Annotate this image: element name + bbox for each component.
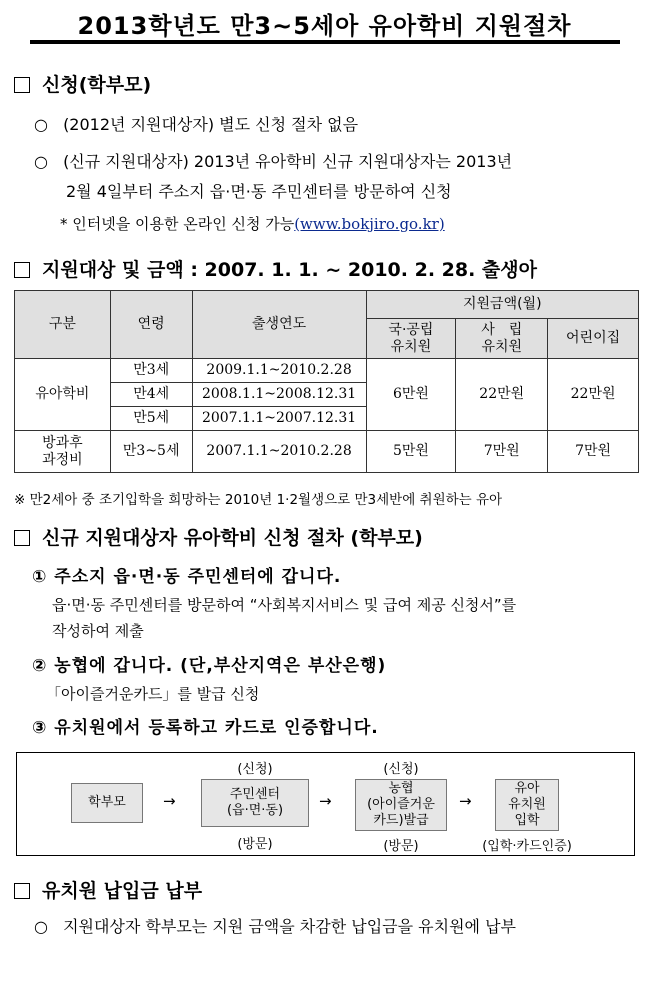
flow-box-community-center-l1: 주민센터 <box>229 786 281 802</box>
title-underline <box>30 40 620 44</box>
table-row <box>15 359 639 383</box>
tuition-private-cell: 22만원 <box>456 359 548 431</box>
section-heading-apply-text: 신청(학부모) <box>42 74 152 96</box>
bullet-item-existing-text: (2012년 지원대상자) 별도 신청 절차 없음 <box>63 115 359 134</box>
tuition-daycare-cell: 22만원 <box>548 359 639 431</box>
birth-cell: 2007.1.1~2010.2.28 <box>192 431 366 473</box>
procedure-flow-diagram <box>16 752 635 856</box>
flow-label-visit: (방문) <box>383 839 419 854</box>
flow-box-kindergarten <box>495 779 559 831</box>
header-private-l2: 유치원 <box>481 338 523 355</box>
online-note <box>60 213 445 234</box>
header-birth-year: 출생연도 <box>192 291 366 359</box>
flow-label-enroll-card: (입학·카드인증) <box>482 839 572 854</box>
header-age: 연령 <box>110 291 192 359</box>
header-support-amount: 지원금액(월) <box>366 291 638 319</box>
checkbox-square-icon <box>14 262 30 278</box>
step-3-title: ③ 유치원에서 등록하고 카드로 인증합니다. <box>32 718 379 738</box>
header-daycare: 어린이집 <box>548 319 639 359</box>
step-2-desc: 「아이즐거운카드」를 발급 신청 <box>46 685 260 703</box>
section-heading-procedure-text: 신규 지원대상자 유아학비 신청 절차 (학부모) <box>42 527 423 549</box>
circle-bullet-icon: ○ <box>34 115 48 134</box>
bokjiro-link[interactable]: (www.bokjiro.go.kr) <box>294 215 445 233</box>
after-private-cell: 7만원 <box>456 431 548 473</box>
flow-box-nonghyup-l3: 카드)발급 <box>373 813 429 829</box>
age-cell: 만3~5세 <box>110 431 192 473</box>
bullet-item-payment <box>34 914 516 937</box>
bullet-item-new-line2: 2월 4일부터 주소지 읍·면·동 주민센터를 방문하여 신청 <box>66 182 452 201</box>
flow-box-nonghyup <box>355 779 447 831</box>
flow-box-kindergarten-l3: 입학 <box>514 813 540 829</box>
header-private-kindergarten <box>456 319 548 359</box>
row-label-tuition: 유아학비 <box>15 359 111 431</box>
circle-bullet-icon: ○ <box>34 917 48 936</box>
birth-cell: 2007.1.1~2007.12.31 <box>192 407 366 431</box>
row-label-after-school <box>15 431 111 473</box>
online-note-text: * 인터넷을 이용한 온라인 신청 가능 <box>60 215 295 233</box>
after-daycare-cell: 7만원 <box>548 431 639 473</box>
flow-label-apply: (신청) <box>383 762 419 777</box>
step-2-title: ② 농협에 갑니다. (단,부산지역은 부산은행) <box>32 656 387 676</box>
after-public-cell: 5만원 <box>366 431 456 473</box>
circle-bullet-icon: ○ <box>34 152 48 171</box>
checkbox-square-icon <box>14 530 30 546</box>
section-heading-target <box>14 255 537 282</box>
section-heading-target-text: 지원대상 및 금액 : 2007. 1. 1. ~ 2010. 2. 28. 출생아 <box>42 259 537 281</box>
row-label-after-l1: 방과후 <box>42 434 83 451</box>
age-cell: 만3세 <box>110 359 192 383</box>
flow-box-parent: 학부모 <box>71 783 143 823</box>
table-row <box>15 431 639 473</box>
bullet-item-new <box>34 149 512 172</box>
flow-box-kindergarten-l2: 유치원 <box>508 796 546 812</box>
flow-box-kindergarten-l1: 유아 <box>514 780 540 796</box>
flow-box-nonghyup-l1: 농협 <box>388 780 414 796</box>
bullet-item-new-line1: (신규 지원대상자) 2013년 유아학비 신규 지원대상자는 2013년 <box>63 152 513 171</box>
arrow-right-icon: → <box>319 792 332 810</box>
step-1-desc-line1: 읍·면·동 주민센터를 방문하여 “사회복지서비스 및 급여 제공 신청서”를 <box>52 596 517 614</box>
checkbox-square-icon <box>14 77 30 93</box>
section-heading-apply <box>14 70 151 97</box>
support-amount-table <box>14 290 639 473</box>
tuition-public-cell: 6만원 <box>366 359 456 431</box>
flow-box-community-center-l2: (읍·면·동) <box>226 803 284 818</box>
age-cell: 만4세 <box>110 383 192 407</box>
row-label-after-l2: 과정비 <box>42 451 83 468</box>
section-heading-payment <box>14 876 202 903</box>
table-footnote: ※ 만2세아 중 조기입학을 희망하는 2010년 1·2월생으로 만3세반에 취원하는 유아 <box>14 492 503 508</box>
arrow-right-icon: → <box>459 792 472 810</box>
page-title: 2013학년도 만3~5세아 유아학비 지원절차 <box>77 12 572 40</box>
checkbox-square-icon <box>14 883 30 899</box>
flow-label-apply: (신청) <box>237 762 273 777</box>
header-private-l1: 사 립 <box>481 321 523 338</box>
bullet-item-payment-text: 지원대상자 학부모는 지원 금액을 차감한 납입금을 유치원에 납부 <box>63 917 516 936</box>
birth-cell: 2009.1.1~2010.2.28 <box>192 359 366 383</box>
step-1-title: ① 주소지 읍·면·동 주민센터에 갑니다. <box>32 567 342 587</box>
step-1-desc-line2: 작성하여 제출 <box>52 622 144 640</box>
section-heading-payment-text: 유치원 납입금 납부 <box>42 880 203 902</box>
bullet-item-existing <box>34 112 358 135</box>
flow-box-community-center <box>201 779 309 827</box>
flow-label-visit: (방문) <box>237 837 273 852</box>
header-public-l1: 국·공립 <box>388 321 434 338</box>
header-public-kindergarten <box>366 319 456 359</box>
birth-cell: 2008.1.1~2008.12.31 <box>192 383 366 407</box>
age-cell: 만5세 <box>110 407 192 431</box>
flow-box-nonghyup-l2: (아이즐거운 <box>367 796 435 812</box>
header-category: 구분 <box>15 291 111 359</box>
arrow-right-icon: → <box>163 792 176 810</box>
section-heading-procedure <box>14 523 423 550</box>
header-public-l2: 유치원 <box>390 338 432 355</box>
